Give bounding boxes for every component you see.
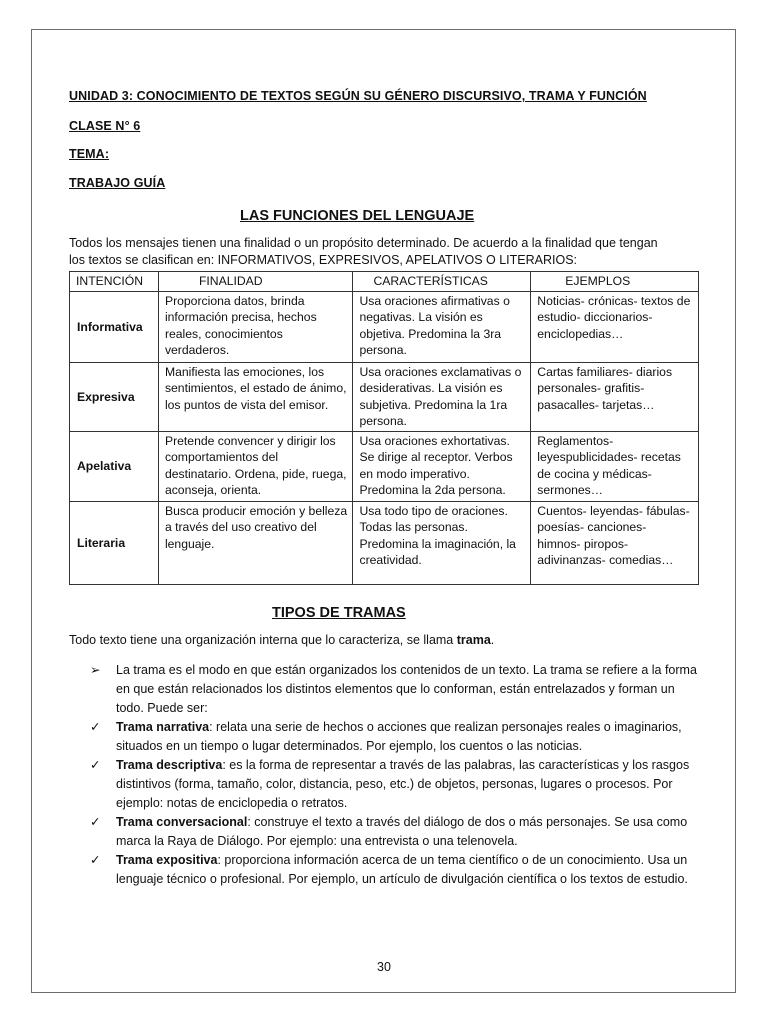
trama-description: : construye el texto a través del diálogo de dos o más personajes. Se usa como marca la Raya de Diálogo. Por ejemplo: una entrevista o una telenovela. bbox=[116, 815, 688, 848]
tramas-intro-text: Todo texto tiene una organización interna que lo caracteriza, se llama bbox=[69, 633, 457, 647]
guide-work-heading: TRABAJO GUÍA bbox=[69, 176, 166, 190]
check-bullet-icon: ✓ bbox=[90, 815, 101, 829]
tramas-list bbox=[90, 661, 702, 889]
column-header-finalidad: FINALIDAD bbox=[158, 272, 353, 292]
characteristics-cell: Usa oraciones exhortativas. Se dirige al receptor. Verbos en modo imperativo. Predomina la 2da persona. bbox=[353, 432, 531, 502]
trama-definition-text: La trama es el modo en que están organizados los contenidos de un texto. La trama se refiere a la forma en que están relacionados los distintos elementos que lo conforman, están entrelazados y forman un todo. Puede ser: bbox=[116, 663, 697, 715]
list-item bbox=[90, 661, 702, 718]
column-header-ejemplos: EJEMPLOS bbox=[531, 272, 699, 292]
check-bullet-icon: ✓ bbox=[90, 720, 101, 734]
class-number-heading: CLASE N° 6 bbox=[69, 119, 141, 133]
topic-heading: TEMA: bbox=[69, 147, 110, 161]
list-item bbox=[90, 813, 702, 851]
tramas-intro-end: . bbox=[490, 633, 495, 647]
table-row bbox=[70, 432, 699, 502]
trama-term: Trama descriptiva bbox=[116, 758, 223, 772]
purpose-cell: Manifiesta las emociones, los sentimientos, el estado de ánimo, los puntos de vista del emisor. bbox=[158, 363, 353, 432]
purpose-cell: Pretende convencer y dirigir los comportamientos del destinatario. Ordena, pide, ruega, aconseja, orienta. bbox=[158, 432, 353, 502]
trama-term: Trama narrativa bbox=[116, 720, 210, 734]
table-row bbox=[70, 502, 699, 585]
check-bullet-icon: ✓ bbox=[90, 853, 101, 867]
functions-title: LAS FUNCIONES DEL LENGUAJE bbox=[240, 208, 475, 224]
trama-term: Trama expositiva bbox=[116, 853, 218, 867]
trama-description: : relata una serie de hechos o acciones que realizan personajes reales o imaginarios, situados en un tiempo o lugar determinados. Por ejemplo, los cuentos o las noticias. bbox=[116, 720, 682, 753]
intention-cell: Apelativa bbox=[70, 432, 159, 502]
tramas-title: TIPOS DE TRAMAS bbox=[272, 605, 406, 621]
characteristics-cell: Usa oraciones exclamativas o desiderativas. La visión es subjetiva. Predomina la 1ra persona. bbox=[353, 363, 531, 432]
unit-heading: UNIDAD 3: CONOCIMIENTO DE TEXTOS SEGÚN SU GÉNERO DISCURSIVO, TRAMA Y FUNCIÓN bbox=[69, 89, 647, 103]
intention-cell: Literaria bbox=[70, 502, 159, 585]
intention-cell: Expresiva bbox=[70, 363, 159, 432]
trama-description: : es la forma de representar a través de las palabras, las características y los rasgos distintivos (forma, tamaño, color, distancia, peso, etc.) de objetos, personas, lugares o procesos. Por ejemplo: notas de enciclopedia o retratos. bbox=[116, 758, 690, 810]
table-row bbox=[70, 292, 699, 363]
characteristics-cell: Usa todo tipo de oraciones. Todas las personas. Predomina la imaginación, la creatividad. bbox=[353, 502, 531, 585]
column-header-caracteristicas: CARACTERÍSTICAS bbox=[353, 272, 531, 292]
purpose-cell: Proporciona datos, brinda información precisa, hechos reales, conocimientos verdaderos. bbox=[158, 292, 353, 363]
page-number: 30 bbox=[377, 960, 391, 974]
table-row bbox=[70, 363, 699, 432]
intention-cell: Informativa bbox=[70, 292, 159, 363]
column-header-intencion: INTENCIÓN bbox=[70, 272, 159, 292]
tramas-intro-bold: trama bbox=[456, 633, 491, 647]
check-bullet-icon: ✓ bbox=[90, 758, 101, 772]
examples-cell: Cuentos- leyendas- fábulas- poesías- canciones- himnos- piropos- adivinanzas- comedias… bbox=[531, 502, 699, 585]
language-functions-table bbox=[69, 271, 699, 585]
characteristics-cell: Usa oraciones afirmativas o negativas. La visión es objetiva. Predomina la 3ra persona. bbox=[353, 292, 531, 363]
trama-term: Trama conversacional bbox=[116, 815, 248, 829]
tramas-intro bbox=[69, 632, 494, 649]
examples-cell: Reglamentos- leyespublicidades- recetas de cocina y médicas- sermones… bbox=[531, 432, 699, 502]
list-item bbox=[90, 756, 702, 813]
list-item bbox=[90, 851, 702, 889]
trama-description: : proporciona información acerca de un tema científico o de un conocimiento. Usa un lenguaje técnico o profesional. Por ejemplo, un artículo de divulgación científica o los textos de estudio. bbox=[116, 853, 688, 886]
examples-cell: Cartas familiares- diarios personales- grafitis- pasacalles- tarjetas… bbox=[531, 363, 699, 432]
examples-cell: Noticias- crónicas- textos de estudio- diccionarios- enciclopedias… bbox=[531, 292, 699, 363]
purpose-cell: Busca producir emoción y belleza a través del uso creativo del lenguaje. bbox=[158, 502, 353, 585]
list-item bbox=[90, 718, 702, 756]
arrow-bullet-icon: ➢ bbox=[90, 663, 101, 677]
functions-intro-line-2: los textos se clasifican en: INFORMATIVOS, EXPRESIVOS, APELATIVOS O LITERARIOS: bbox=[69, 253, 578, 267]
table-header-row bbox=[70, 272, 699, 292]
functions-intro-line-1: Todos los mensajes tienen una finalidad o un propósito determinado. De acuerdo a la finalidad que tengan bbox=[69, 236, 658, 250]
